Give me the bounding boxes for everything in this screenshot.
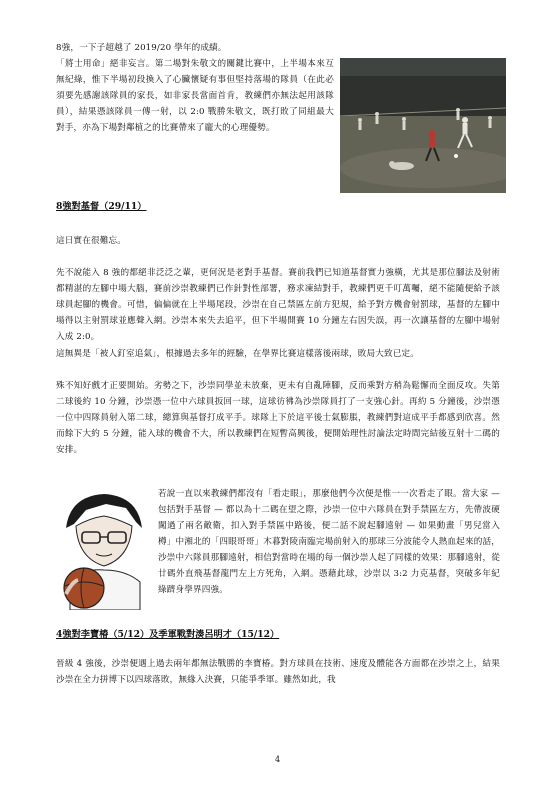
- paragraph-7: 晉級 4 強後，沙崇便遇上過去兩年都無法戰勝的李寶椿。對方球員在技術、速度及體能各方面都在沙崇之上，結果沙崇在全力拼博下以四球落敗，無緣入決賽，只能爭季軍。雖然如此，我: [56, 659, 500, 685]
- paragraph-2: 這日實在很難忘。: [56, 236, 126, 246]
- section-heading-semifinal: 4強對李寶椿（5/12）及季軍戰對湊呂明才（15/12）: [56, 629, 280, 640]
- paragraph-5: 殊不知好戲才正要開始。劣勢之下，沙崇同學並未放棄，更未有自亂陣腳，反而乘對方稍為鬆懈而全面反攻。失第二球後約 10 分鐘，沙崇憑一位中六球員扳回一球，這球彷彿為沙崇隊員打了一支強心針。再約 5 分鐘後，沙崇憑一位中四隊員射入第二球，總算與基督打成平手。球隊上下於這平後士氣膨脹，教練們對這成平手都感到欣喜。然而餘下大約 5 分鐘，能入球的機會不大，所以教練們在短暫高興後，便開始理性討論法定時間完結後互射十二碼的安排。: [56, 381, 500, 455]
- page-number: 4: [274, 755, 281, 764]
- basketball-cartoon-illustration: [56, 488, 154, 610]
- paragraph-4: 這無異是「被人釘室追氣」，根據過去多年的經驗，在學界比賽這樣落後兩球，敗局大致已定。: [56, 349, 419, 359]
- intro-line: 8強，一下子超越了 2019/20 學年的成績。: [56, 43, 227, 53]
- paragraph-1: 「將士用命」絕非妄言。第二場對朱敬文的關鍵比賽中，上半場本來互無紀綠，惟下半場初段換入了心臟懷疑有事但堅持落場的隊員（在此必須要先感謝該隊員的家長，如非家長當面首肯，教練們亦無法起用該隊員），結果憑該隊員一傳一射，以 2:0 戰勝朱敬文，既打敗了同組最大對手，亦為下場對鄰植之的比賽帶來了龐大的心理優勢。: [56, 59, 334, 133]
- football-match-photo: [340, 58, 506, 193]
- paragraph-6: 若說一直以來教練們都沒有「看走眼」，那麼他們今次便是惟一一次看走了眼。當大家 — 包括對手基督 — 都以為十二碼在望之際，沙崇一位中六隊員在對手禁區左方，先帶波硬闖過了兩名敵衛，扣入對手禁區中路後，便二話不說起腳遠射 — 如果動畫「男兒當入樽」中湘北的「四眼哥哥」木暮對陵南臨完場前射入的那球三分波能令人熱血起來的話，沙崇中六隊員那腳遠射，相信對當時在場的每一個沙崇人起了同樣的效果：那腳遠射，從廿碼外直飛基督龍門左上方死角，入網。憑藉此球，沙崇以 3:2 力克基督，突破多年紀綠躋身學界四強。: [158, 489, 500, 595]
- paragraph-3: 先不說能入 8 強的都絕非泛泛之輩，更何況是老對手基督。賽前我們已知道基督實力強橫，尤其是那位腳法及射術都精湛的左腳中場大腦，賽前沙崇教練們已作針對性部署，務求凍結對手，教練們更千叮萬囑，絕不能隨便給予該球員起腳的機會。可惜，偏偏就在上半場尾段，沙崇在自己禁區左前方犯規，給予對方機會射罰球，基督的左腳中場得以主射罰球並應聲入網。沙崇本來失去追平，但下半場開賽 10 分鐘左右因失誤，再一次讓基督的左腳中場射入成 2:0。: [56, 268, 500, 342]
- section-heading-quarterfinal: 8強對基督（29/11）: [56, 201, 147, 212]
